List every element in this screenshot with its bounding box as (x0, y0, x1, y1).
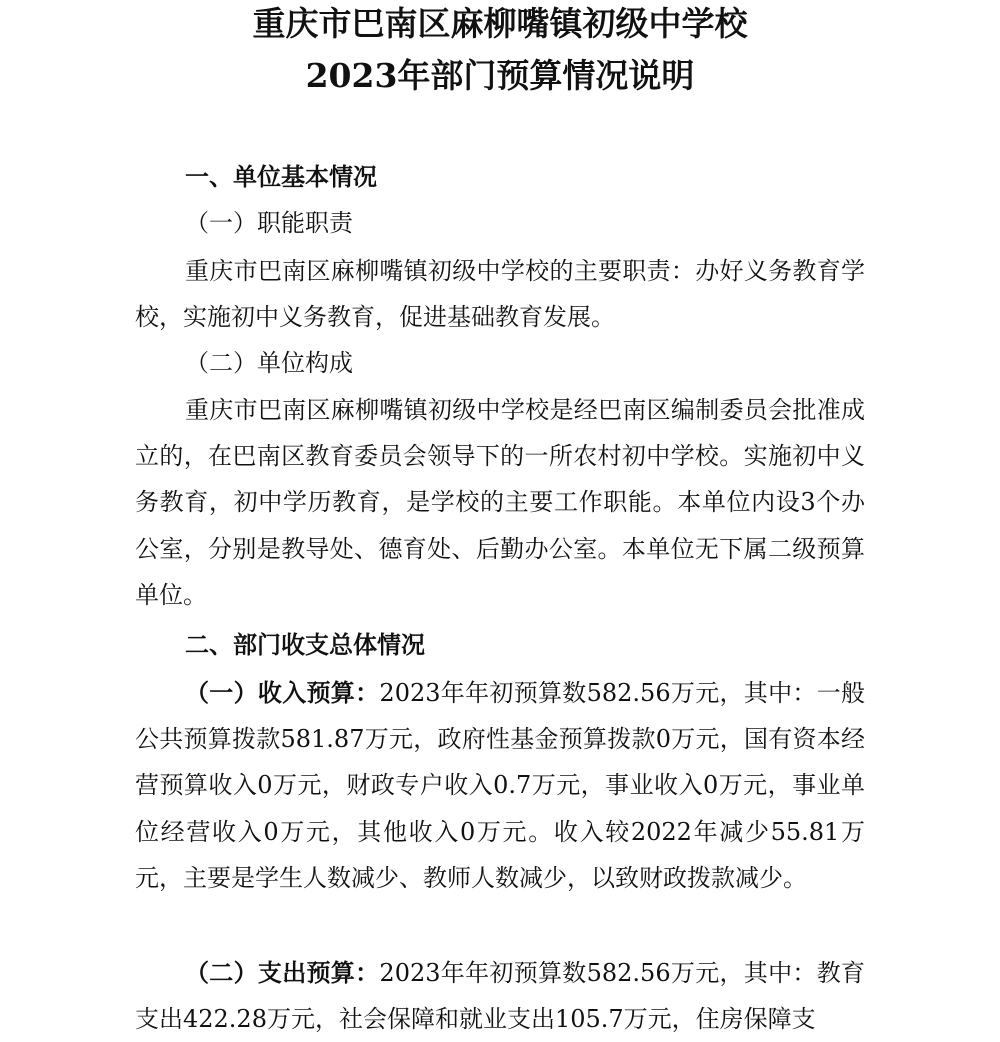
expense-label: （二）支出预算： (185, 958, 380, 987)
document-title-line1: 重庆市巴南区麻柳嘴镇初级中学校 (252, 4, 748, 43)
structure-paragraph: 重庆市巴南区麻柳嘴镇初级中学校是经巴南区编制委员会批准成立的，在巴南区教育委员会领导下的一所农村初中学校。实施初中义务教育，初中学历教育，是学校的主要工作职能。本单位内设3个办公室，分别是教导处、德育处、后勤办公室。本单位无下属二级预算单位。 (135, 396, 865, 609)
expense-text: 2023年年初预算数582.56万元，其中：教育支出422.28万元，社会保障和就业支出105.7万元，住房保障支 (135, 959, 866, 1034)
income-label: （一）收入预算： (185, 678, 380, 707)
section1-sub2-heading: （二）单位构成 (185, 349, 353, 377)
expense-paragraph (135, 950, 865, 1042)
income-paragraph (135, 670, 865, 901)
section2-heading: 二、部门收支总体情况 (185, 630, 425, 659)
section1-sub1-heading: （一）职能职责 (185, 209, 353, 237)
section1-heading: 一、单位基本情况 (185, 162, 377, 191)
document-title-line2: 2023年部门预算情况说明 (305, 56, 695, 95)
income-text: 2023年年初预算数582.56万元，其中：一般公共预算拨款581.87万元，政府性基金预算拨款0万元，国有资本经营预算收入0万元，财政专户收入0.7万元，事业收入0万元，事业单位经营收入0万元，其他收入0万元。收入较2022年减少55.81万元，主要是学生人数减少、教师人数减少，以致财政拨款减少。 (135, 679, 866, 892)
duties-paragraph: 重庆市巴南区麻柳嘴镇初级中学校的主要职责：办好义务教育学校，实施初中义务教育，促进基础教育发展。 (135, 257, 865, 332)
